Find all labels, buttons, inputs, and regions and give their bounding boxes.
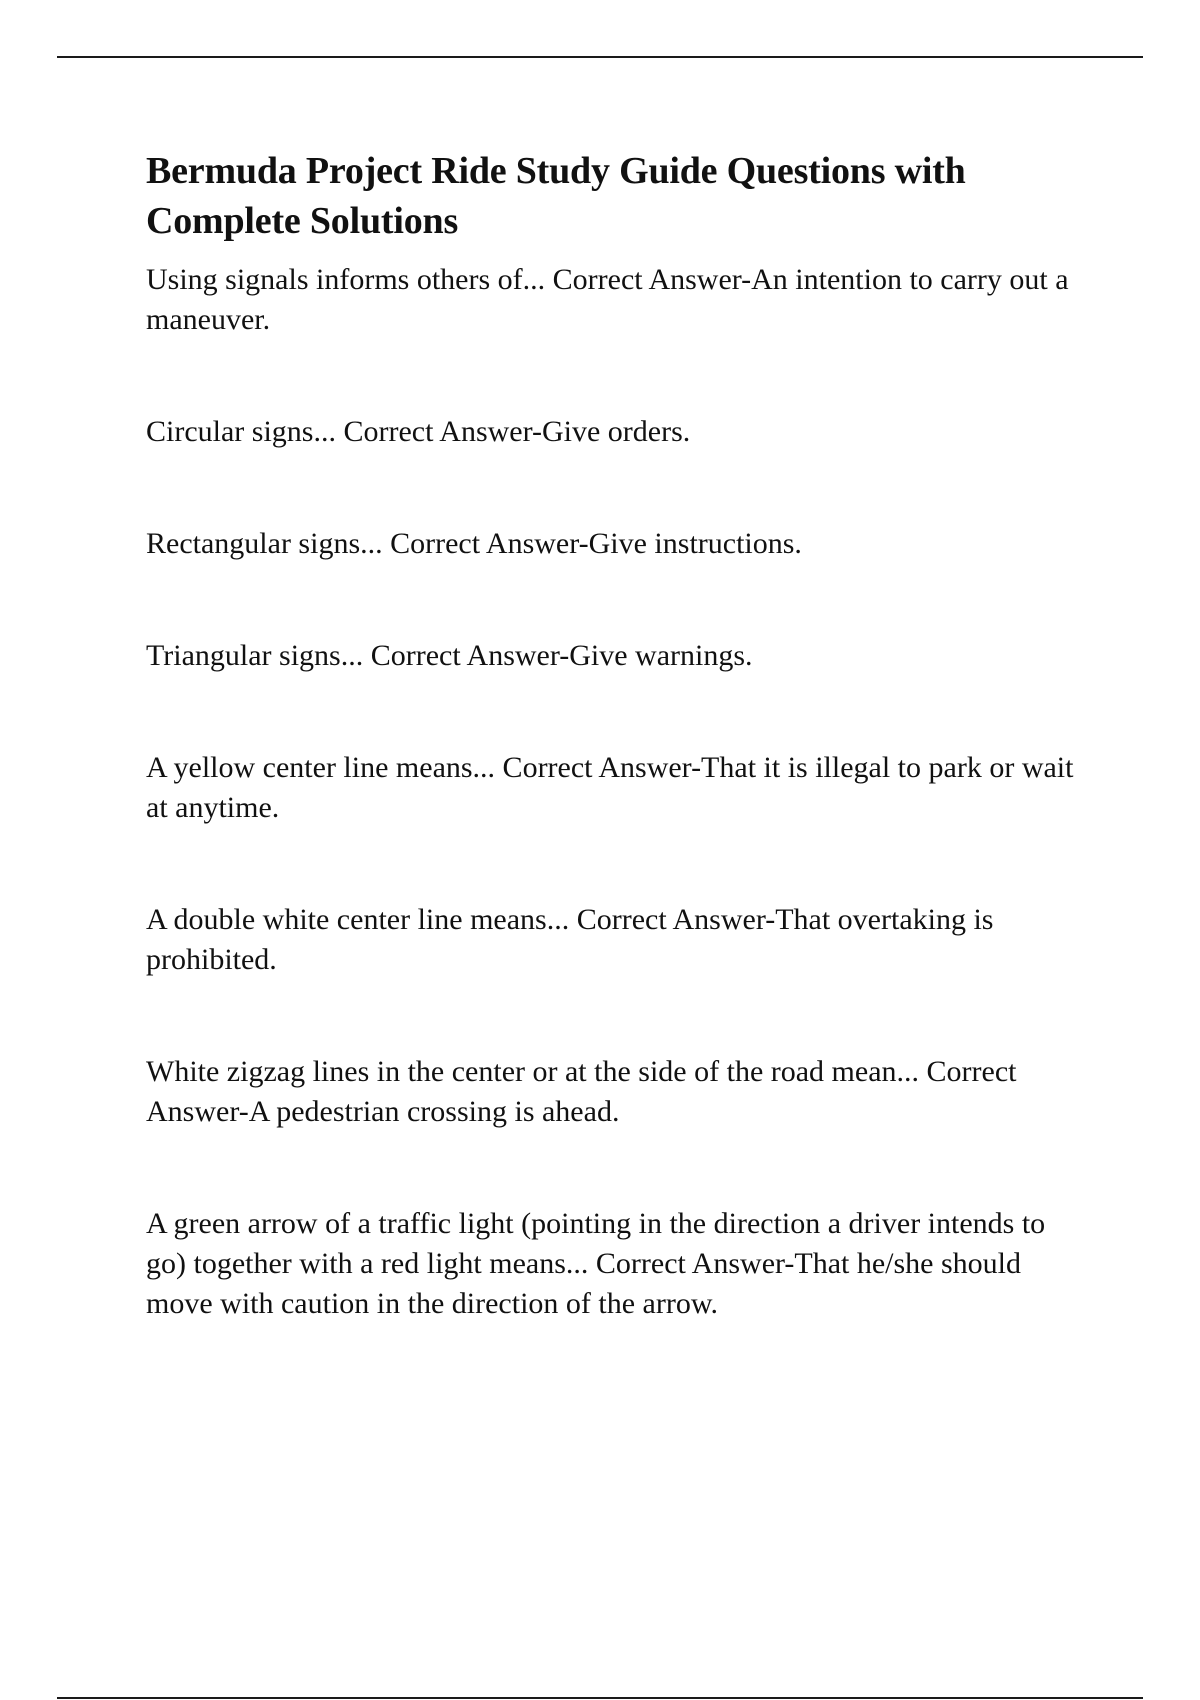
document-title: Bermuda Project Ride Study Guide Questions with Complete Solutions [146, 150, 966, 242]
qa-item: Rectangular signs... Correct Answer-Give instructions. [146, 527, 802, 560]
qa-item: Using signals informs others of... Correct Answer-An intention to carry out a maneuver. [146, 263, 1069, 336]
qa-item: A green arrow of a traffic light (pointing in the direction a driver intends to go) together with a red light means... Correct Answer-That he/she should move with caution in the direction of the arrow. [146, 1207, 1046, 1320]
qa-item: White zigzag lines in the center or at the side of the road mean... Correct Answer-A pedestrian crossing is ahead. [146, 1055, 1017, 1128]
footer-rule [57, 1697, 1143, 1699]
qa-item: A double white center line means... Correct Answer-That overtaking is prohibited. [146, 903, 994, 976]
qa-item: Triangular signs... Correct Answer-Give warnings. [146, 639, 753, 672]
qa-list [146, 260, 1090, 1324]
header-rule [57, 56, 1143, 58]
qa-item: A yellow center line means... Correct Answer-That it is illegal to park or wait at anytime. [146, 751, 1074, 824]
qa-item: Circular signs... Correct Answer-Give orders. [146, 415, 691, 448]
document-body [146, 146, 1090, 1396]
